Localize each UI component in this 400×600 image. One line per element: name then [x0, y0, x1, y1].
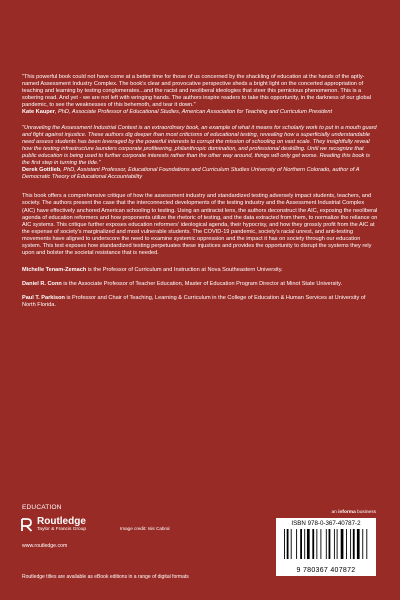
endorser-credentials: , PhD, Associate Professor of Educational Studies, American Association for Teaching and Curriculum President [54, 109, 333, 116]
barcode-number: 9 780367 407872 [296, 567, 356, 574]
informa-brand: informa [338, 510, 356, 515]
endorser-credentials: , PhD, Assistant Professor, Educational Foundations and Curriculum Studies University of Northern Colorado, author of A Democratic Theory of Educational Accountability [22, 167, 360, 181]
ebook-note: Routledge titles are available as eBook editions in a range of digital formats [22, 574, 189, 580]
subject-category: EDUCATION [22, 504, 62, 511]
endorsement-1 [22, 74, 378, 117]
author-bio-text: is the Professor of Curriculum and Instruction at Nova Southeastern University. [86, 267, 283, 274]
isbn-label: ISBN 978-0-367-40787-2 [291, 520, 361, 527]
author-bio-1 [22, 267, 378, 274]
author-name: Paul T. Parkison [22, 295, 65, 302]
endorsement-2 [22, 125, 378, 182]
endorsement-attribution [22, 109, 378, 116]
image-credit: Image credit: Isis Cabral [120, 526, 170, 531]
publisher-logo [20, 517, 86, 533]
cover-text-area [22, 74, 378, 317]
author-bio-text: is Professor and Chair of Teaching, Learning & Curriculum in the College of Education & Human Services at University of North Florida. [22, 295, 366, 309]
endorsement-quote: "Unraveling the Assessment Industrial Context is an extraordinary book, an example of what it means for scholarly work to put in a mouth guard and fight against injustice. These authors dig deeper than most criticisms of educational testing, revealing how a superficially understandable need assess students has been leveraged by the powerful interests to corrupt the mission of schooling on vast scale. They insightfully reveal how the testing infrastructure launders corporate profiteering, philanthropic domination, and professional deskilling. Until we recognize that public education is being used to further corporate interests rather than the other way around, things will only get worse. Reading this book is the first step in turning the tide." [22, 124, 377, 167]
endorsement-attribution [22, 167, 378, 181]
author-bio-3 [22, 295, 378, 309]
publisher-name: Routledge [37, 516, 86, 527]
author-name: Daniel R. Conn [22, 281, 62, 288]
publisher-group: Taylor & Francis Group [37, 527, 87, 532]
barcode-box [276, 518, 376, 576]
endorser-name: Kate Kauper [22, 109, 55, 116]
endorser-name: Derek Gottlieb [22, 167, 61, 174]
endorsement-quote: "This powerful book could not have come at a better time for those of us concerned by the shackling of education at the hands of the aptly-named Assessment Industry Complex. The book's clear and provocative perspective sheds a bright light on the concerted appropriation of teaching and learning by testing conglomerates...and the racist and neoliberal ideologies that steer this pernicious phenomenon. This is a sobering read. And yet - we are not left with wringing hands. The authors inspire readers to take this opportunity, in the darkness of our global pandemic, to see the weaknesses of this behemoth, and tear it down." [22, 74, 371, 109]
author-bio-text: is the Associate Professor of Teacher Education, Master of Education Program Director at Minot State University. [61, 281, 343, 288]
book-description: This book offers a comprehensive critique of how the assessment industry and standardized testing adversely impact students, teachers, and society. The authors present the case that the interconnected developments of the testing industry and the Assessment Industrial Complex (AIC) have effectively anchored American schooling to testing. Using an antiracist lens, the authors deconstruct the AIC, exposing the neoliberal agenda of education reformers and how proponents utilize the rhetoric of testing, and the data extracted from them, to normalize the reliance on AIC systems. This critique further exposes education reformers' ideological agenda, their hypocrisy, and how they grossly profit from the AIC at the expense of society's marginalized and most vulnerable students. The COVID-19 pandemic, society's racial unrest, and anti-testing movements have aligned to underscore the need to examine systemic oppression and the impact it has on society through our education system. This text exposes how standardized testing perpetuates these injustices and provides the opportunity to disrupt the systems they rely upon and bolster the societal resistance that is needed. [22, 193, 378, 257]
publisher-name-block [37, 517, 86, 533]
author-name: Michelle Tenam-Zemach [22, 267, 87, 274]
informa-business-label: an informa business [331, 510, 376, 515]
barcode-icon [282, 529, 370, 566]
author-bio-2 [22, 281, 378, 288]
routledge-logo-icon [20, 517, 34, 533]
publisher-url: www.routledge.com [22, 543, 68, 549]
